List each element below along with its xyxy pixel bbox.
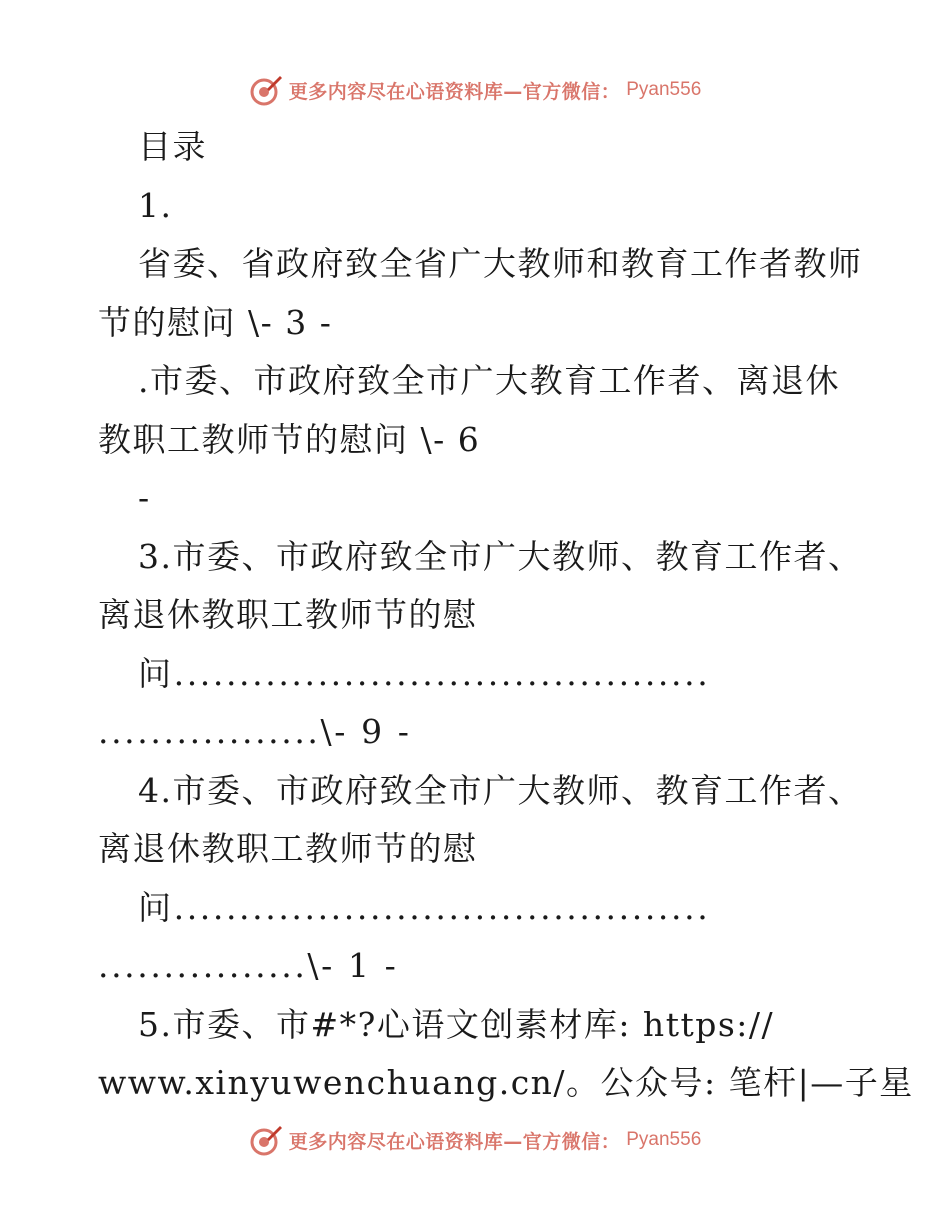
toc-entry-text: - (138, 478, 151, 517)
watermark-text: 更多内容尽在心语资料库—官方微信： (288, 80, 621, 103)
toc-entry-text: .市委、市政府致全市广大教育工作者、离退休 (138, 361, 840, 400)
watermark-wechat-id: Pyan556 (626, 79, 702, 100)
footer-watermark (0, 1120, 950, 1160)
watermark-text: 更多内容尽在心语资料库—官方微信： (288, 1130, 621, 1153)
toc-entry-leader: 问......................................... (138, 887, 711, 927)
quill-pen-circle-icon (249, 1123, 283, 1157)
toc-entry-text: 5.市委、市#*?心语文创素材库: https:// (138, 1004, 775, 1044)
toc-entry-text: www.xinyuwenchuang.cn/。公众号: 笔杆|—子星 (98, 1063, 914, 1102)
toc-entry-text: 3.市委、市政府致全市广大教师、教育工作者、 (138, 536, 863, 576)
toc-entry-text: 节的慰问 \- 3 - (98, 302, 333, 342)
toc-entry-text: 离退休教职工教师节的慰 (98, 829, 478, 868)
toc-entry-text: 省委、省政府致全省广大教师和教育工作者教师 (138, 244, 863, 283)
table-of-contents (98, 118, 914, 1113)
header-watermark (0, 70, 950, 110)
toc-entry-page: ................\- 1 - (98, 946, 399, 985)
toc-heading: 目录 (138, 127, 207, 166)
toc-entry-text: 4.市委、市政府致全市广大教师、教育工作者、 (138, 770, 863, 810)
watermark-wechat-id: Pyan556 (626, 1129, 702, 1150)
toc-entry-page: .................\- 9 - (98, 712, 412, 751)
toc-entry-leader: 问......................................... (138, 653, 711, 693)
toc-entry-number: 1. (138, 185, 173, 225)
toc-entry-text: 离退休教职工教师节的慰 (98, 595, 478, 634)
quill-pen-circle-icon (249, 73, 283, 107)
toc-entry-text: 教职工教师节的慰问 \- 6 (98, 419, 481, 459)
